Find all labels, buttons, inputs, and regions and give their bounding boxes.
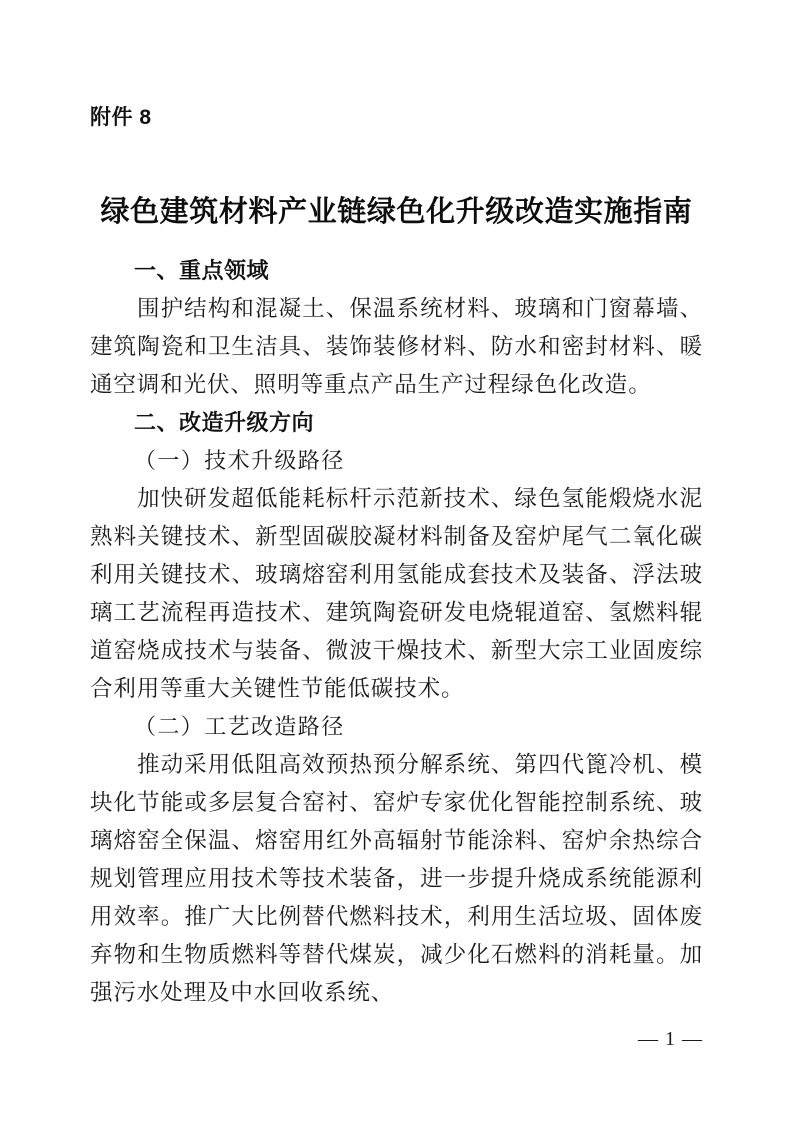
subsection-heading-process-path: （二）工艺改造路径 [134,714,345,739]
subsection-heading-tech-path: （一）技术升级路径 [134,448,345,473]
paragraph-tech-path: 加快研发超低能耗标杆示范新技术、绿色氢能煅烧水泥熟料关键技术、新型固碳胶凝材料制备及窑炉尾气二氧化碳利用关键技术、玻璃熔窑利用氢能成套技术及装备、浮法玻璃工艺流程再造技术、建筑陶瓷研发电烧辊道窑、氢燃料辊道窑烧成技术与装备、微波干燥技术、新型大宗工业固废综合利用等重大关键性节能低碳技术。 [90,486,703,701]
paragraph-process-path: 推动采用低阻高效预热预分解系统、第四代篦冷机、模块化节能或多层复合窑衬、窑炉专家优化智能控制系统、玻璃熔窑全保温、熔窑用红外高辐射节能涂料、窑炉余热综合规划管理应用技术等技术装备，进一步提升烧成系统能源利用效率。推广大比例替代燃料技术，利用生活垃圾、固体废弃物和生物质燃料等替代煤炭，减少化石燃料的消耗量。加强污水处理及中水回收系统、 [90,752,703,1005]
attachment-label: 附件 8 [90,106,152,129]
section-heading-2: 二、改造升级方向 [134,410,315,435]
page-title: 绿色建筑材料产业链绿色化升级改造实施指南 [100,196,693,229]
section-heading-1: 一、重点领域 [134,258,270,283]
page-number-footer: — 1 — [638,1028,703,1050]
paragraph-key-areas: 围护结构和混凝土、保温系统材料、玻璃和门窗幕墙、建筑陶瓷和卫生洁具、装饰装修材料、防水和密封材料、暖通空调和光伏、照明等重点产品生产过程绿色化改造。 [90,296,703,397]
document-body [90,252,703,1012]
